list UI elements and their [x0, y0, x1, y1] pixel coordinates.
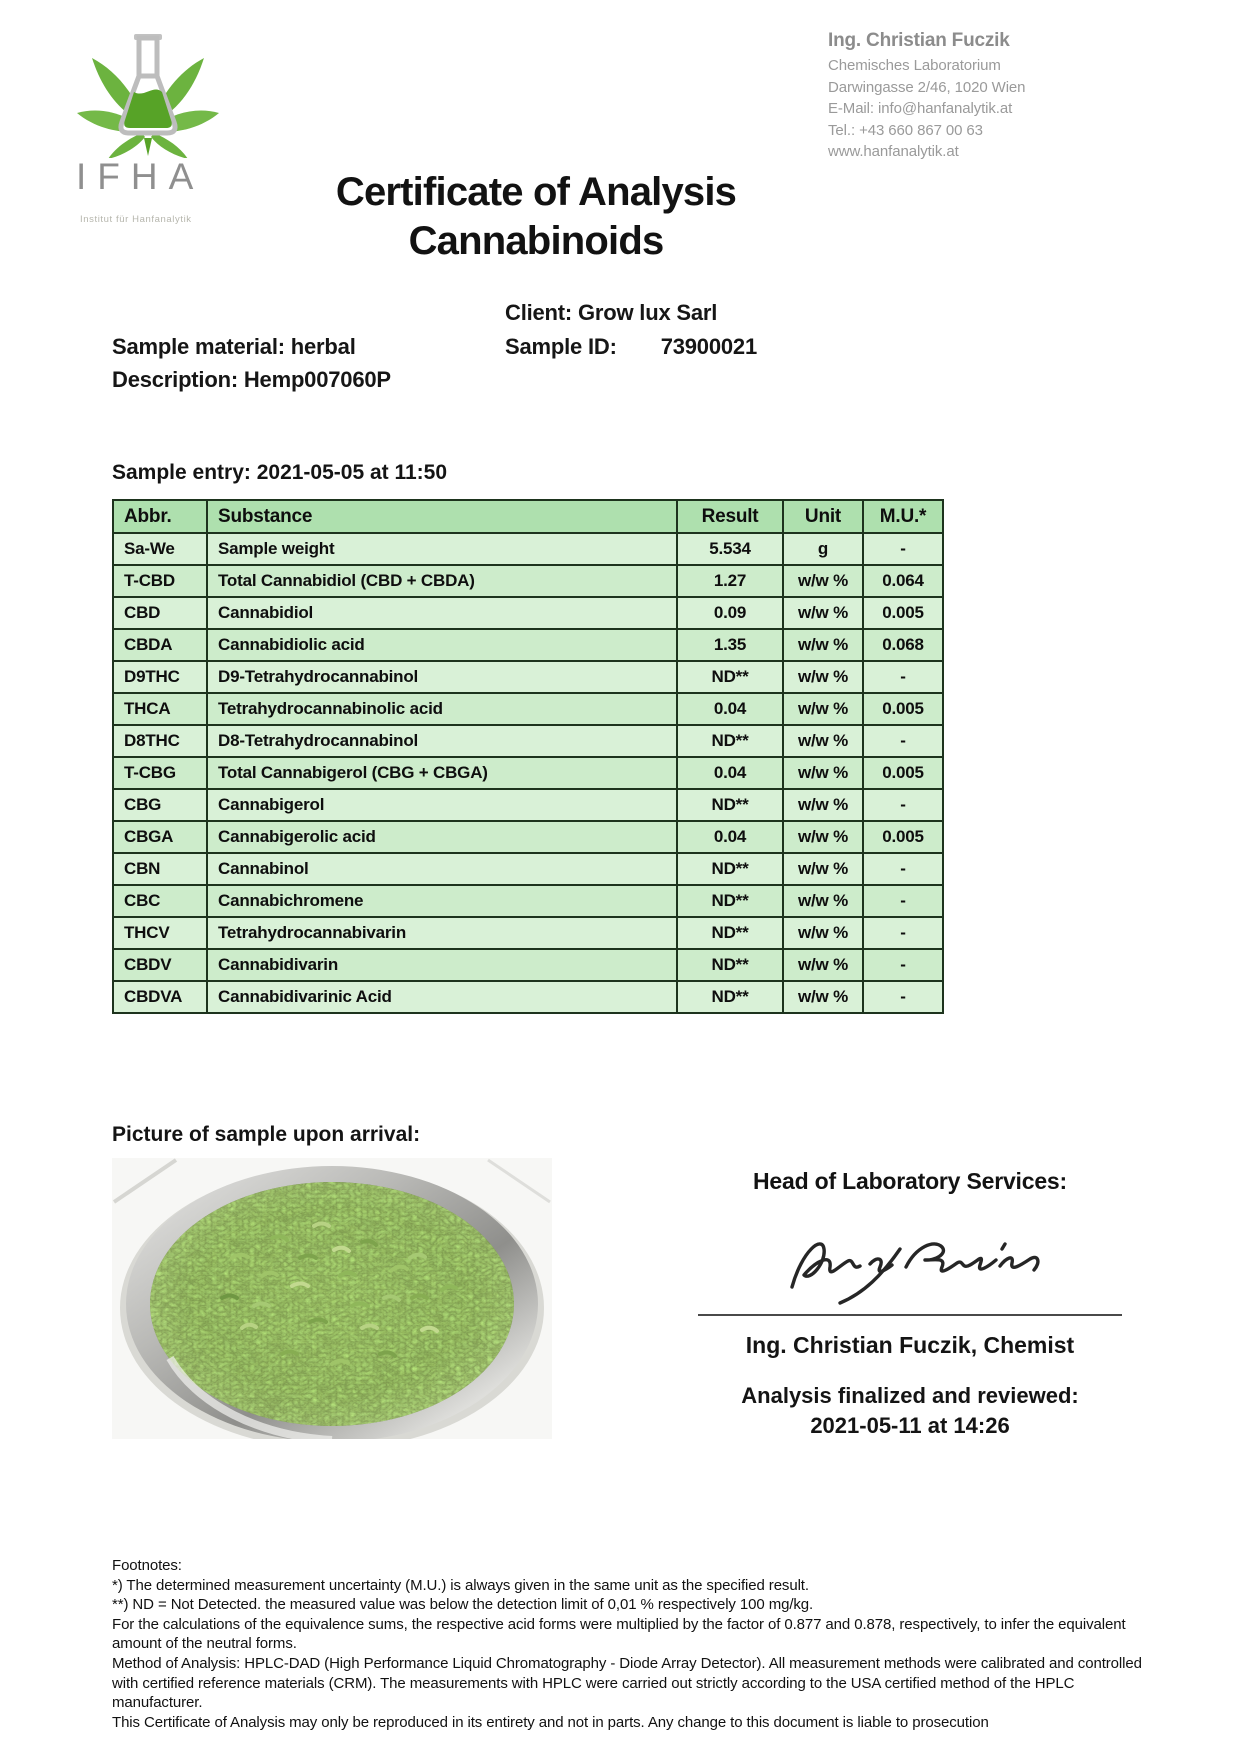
finalized-label: Analysis finalized and reviewed:	[741, 1383, 1079, 1408]
cell-substance: Tetrahydrocannabivarin	[207, 917, 677, 949]
table-row	[113, 629, 943, 661]
signature-block	[660, 1168, 1160, 1439]
table-row	[113, 757, 943, 789]
cell-unit: w/w %	[783, 789, 863, 821]
cell-unit: w/w %	[783, 565, 863, 597]
page-title-line2: Cannabinoids	[408, 219, 664, 263]
cell-substance: Sample weight	[207, 533, 677, 565]
sample-picture-label: Picture of sample upon arrival:	[112, 1123, 421, 1146]
lab-contact-lines	[828, 55, 1148, 163]
results-header-row	[113, 500, 943, 533]
signature-line	[698, 1314, 1122, 1316]
cell-result: 1.27	[677, 565, 783, 597]
logo-tagline: Institut für Hanfanalytik	[80, 214, 192, 225]
table-row	[113, 949, 943, 981]
cell-unit: w/w %	[783, 725, 863, 757]
cell-mu: -	[863, 533, 943, 565]
sample-id-label: Sample ID:	[505, 334, 617, 359]
table-row	[113, 725, 943, 757]
cell-mu: -	[863, 981, 943, 1013]
lab-contact-name: Ing. Christian Fuczik	[828, 30, 1010, 51]
cell-unit: w/w %	[783, 757, 863, 789]
cell-substance: Cannabinol	[207, 853, 677, 885]
cell-mu: 0.005	[863, 597, 943, 629]
table-row	[113, 597, 943, 629]
results-table-head	[113, 500, 943, 533]
cell-substance: Cannabigerol	[207, 789, 677, 821]
cell-abbr: CBDV	[113, 949, 207, 981]
hemp-flask-logo-icon	[70, 26, 226, 158]
lab-contact-line: Tel.: +43 660 867 00 63	[828, 121, 983, 139]
cell-unit: w/w %	[783, 853, 863, 885]
cell-substance: Cannabidiol	[207, 597, 677, 629]
cell-abbr: D9THC	[113, 661, 207, 693]
table-row	[113, 533, 943, 565]
cell-abbr: CBDA	[113, 629, 207, 661]
sample-id-value: 73900021	[660, 334, 757, 359]
results-table-body	[113, 533, 943, 1013]
cell-substance: Cannabigerolic acid	[207, 821, 677, 853]
client-line: Client: Grow lux Sarl	[505, 300, 718, 325]
cell-abbr: T-CBG	[113, 757, 207, 789]
results-header-cell: Result	[677, 500, 783, 533]
sample-id-line	[505, 334, 757, 360]
cell-result: ND**	[677, 725, 783, 757]
table-row	[113, 789, 943, 821]
cell-result: ND**	[677, 885, 783, 917]
lab-contact-block	[828, 30, 1148, 163]
results-header-cell: Unit	[783, 500, 863, 533]
results-header-cell: M.U.*	[863, 500, 943, 533]
signature-image	[770, 1221, 1050, 1309]
finalized-date: 2021-05-11 at 14:26	[810, 1413, 1010, 1438]
cell-unit: w/w %	[783, 917, 863, 949]
results-table	[112, 499, 944, 1014]
cell-abbr: D8THC	[113, 725, 207, 757]
cell-abbr: T-CBD	[113, 565, 207, 597]
footnotes-lines	[112, 1576, 1148, 1733]
cell-substance: Total Cannabidiol (CBD + CBDA)	[207, 565, 677, 597]
cell-result: ND**	[677, 789, 783, 821]
description-line: Description: Hemp007060P	[112, 367, 391, 392]
cell-unit: w/w %	[783, 693, 863, 725]
page-title-line1: Certificate of Analysis	[335, 170, 737, 214]
cell-substance: D8-Tetrahydrocannabinol	[207, 725, 677, 757]
cell-unit: w/w %	[783, 629, 863, 661]
cell-unit: g	[783, 533, 863, 565]
cell-mu: 0.068	[863, 629, 943, 661]
cell-abbr: CBN	[113, 853, 207, 885]
cell-abbr: CBC	[113, 885, 207, 917]
footnotes-block	[112, 1556, 1148, 1732]
table-row	[113, 885, 943, 917]
herb-bowl-photo-art	[112, 1158, 552, 1439]
cell-abbr: CBG	[113, 789, 207, 821]
cell-substance: Tetrahydrocannabinolic acid	[207, 693, 677, 725]
cell-mu: -	[863, 789, 943, 821]
page-title	[0, 168, 1072, 266]
lab-contact-line: www.hanfanalytik.at	[828, 143, 959, 160]
cell-mu: 0.005	[863, 757, 943, 789]
cell-mu: 0.064	[863, 565, 943, 597]
table-row	[113, 981, 943, 1013]
footnotes-heading: Footnotes:	[112, 1557, 182, 1574]
table-row	[113, 917, 943, 949]
cell-result: 1.35	[677, 629, 783, 661]
signature-heading: Head of Laboratory Services:	[753, 1168, 1067, 1194]
lab-contact-line: E-Mail: info@hanfanalytik.at	[828, 100, 1013, 117]
table-row	[113, 853, 943, 885]
cell-result: ND**	[677, 917, 783, 949]
results-header-cell: Abbr.	[113, 500, 207, 533]
cell-substance: Cannabichromene	[207, 885, 677, 917]
cell-result: 0.09	[677, 597, 783, 629]
cell-result: 0.04	[677, 821, 783, 853]
cell-unit: w/w %	[783, 821, 863, 853]
sample-photo	[112, 1158, 552, 1439]
cell-abbr: THCV	[113, 917, 207, 949]
cell-mu: 0.005	[863, 693, 943, 725]
cell-mu: -	[863, 949, 943, 981]
sample-material-line: Sample material: herbal	[112, 334, 356, 359]
logo-text: IFHA	[76, 156, 205, 197]
lab-contact-line: Chemisches Laboratorium	[828, 57, 1001, 74]
cell-mu: -	[863, 885, 943, 917]
cell-result: 0.04	[677, 757, 783, 789]
sample-entry-line: Sample entry: 2021-05-05 at 11:50	[112, 461, 448, 484]
cell-result: 0.04	[677, 693, 783, 725]
footnote-line: This Certificate of Analysis may only be reproduced in its entirety and not in parts. Any change to this document is liable to prosecution	[112, 1713, 989, 1731]
cell-mu: -	[863, 853, 943, 885]
footnote-line: For the calculations of the equivalence sums, the respective acid forms were multiplied by the factor of 0.877 and 0.878, respectively, to infer the equivalent amount of the neutral forms.	[112, 1615, 1126, 1653]
cell-substance: Cannabidivarin	[207, 949, 677, 981]
table-row	[113, 565, 943, 597]
cell-result: ND**	[677, 949, 783, 981]
cell-substance: Total Cannabigerol (CBG + CBGA)	[207, 757, 677, 789]
cell-abbr: THCA	[113, 693, 207, 725]
cell-substance: D9-Tetrahydrocannabinol	[207, 661, 677, 693]
footnote-line: **) ND = Not Detected. the measured value was below the detection limit of 0,01 % respectively 100 mg/kg.	[112, 1596, 814, 1614]
cell-result: ND**	[677, 853, 783, 885]
lab-contact-line: Darwingasse 2/46, 1020 Wien	[828, 78, 1026, 96]
cell-mu: 0.005	[863, 821, 943, 853]
cell-unit: w/w %	[783, 597, 863, 629]
cell-result: ND**	[677, 981, 783, 1013]
cell-abbr: CBDVA	[113, 981, 207, 1013]
cell-mu: -	[863, 725, 943, 757]
cell-unit: w/w %	[783, 885, 863, 917]
cell-abbr: CBD	[113, 597, 207, 629]
cell-unit: w/w %	[783, 949, 863, 981]
cell-result: 5.534	[677, 533, 783, 565]
cell-mu: -	[863, 661, 943, 693]
footnote-line: Method of Analysis: HPLC-DAD (High Performance Liquid Chromatography - Diode Array Detector). All measurement methods were calibrated and controlled with certified reference materials (CRM). The measurements with HPLC were carried out strictly according to the USA certified method of the HPLC manufacturer.	[112, 1654, 1142, 1712]
cell-abbr: CBGA	[113, 821, 207, 853]
cell-result: ND**	[677, 661, 783, 693]
cell-abbr: Sa-We	[113, 533, 207, 565]
table-row	[113, 821, 943, 853]
table-row	[113, 661, 943, 693]
results-header-cell: Substance	[207, 500, 677, 533]
cell-unit: w/w %	[783, 661, 863, 693]
table-row	[113, 693, 943, 725]
cell-substance: Cannabidivarinic Acid	[207, 981, 677, 1013]
cell-unit: w/w %	[783, 981, 863, 1013]
cell-substance: Cannabidiolic acid	[207, 629, 677, 661]
signer-name: Ing. Christian Fuczik, Chemist	[745, 1332, 1075, 1358]
footnote-line: *) The determined measurement uncertainty (M.U.) is always given in the same unit as the specified result.	[112, 1576, 809, 1594]
cell-mu: -	[863, 917, 943, 949]
